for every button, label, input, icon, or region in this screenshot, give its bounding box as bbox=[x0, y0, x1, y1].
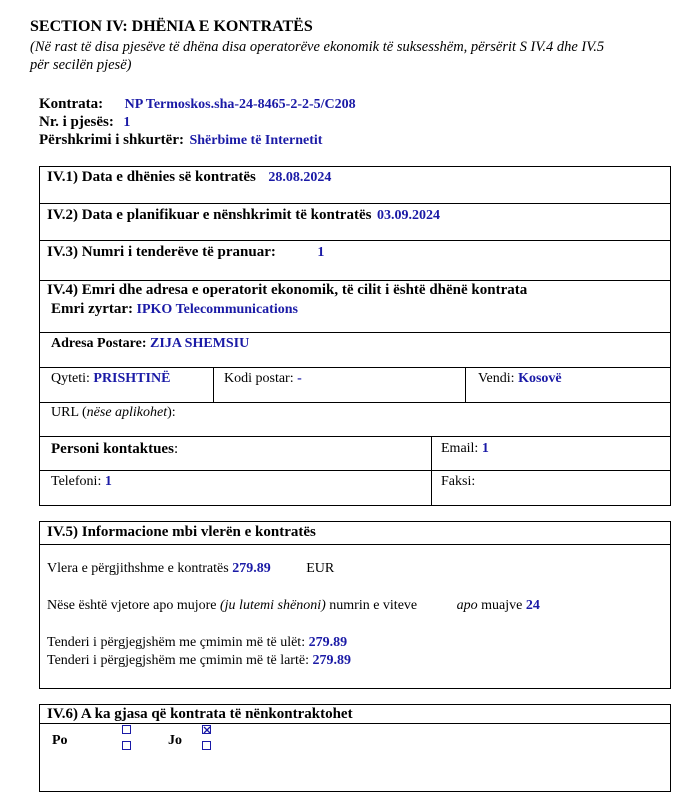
contract-row bbox=[39, 96, 356, 113]
city-label: Qyteti: bbox=[51, 371, 90, 386]
iv1-row bbox=[47, 169, 331, 186]
url-label-tail: ): bbox=[167, 405, 176, 420]
lowest-value: 279.89 bbox=[308, 635, 348, 650]
total-value: 279.89 bbox=[232, 561, 271, 576]
fax-cell bbox=[441, 474, 475, 490]
section-note-line2: për secilën pjesë) bbox=[30, 57, 132, 73]
iv2-row bbox=[47, 207, 440, 224]
address-label: Adresa Postare: bbox=[51, 336, 147, 351]
total-label: Vlera e përgjithshme e kontratës bbox=[47, 561, 229, 576]
url-label-italic: nëse aplikohet bbox=[86, 405, 168, 420]
city-value: PRISHTINË bbox=[93, 371, 171, 386]
check-x-icon bbox=[203, 726, 212, 735]
part-row bbox=[39, 114, 130, 131]
yes-checkbox[interactable] bbox=[122, 741, 131, 750]
currency: EUR bbox=[306, 561, 335, 576]
phone-label: Telefoni: bbox=[51, 474, 102, 489]
contact-colon: : bbox=[173, 441, 179, 457]
lowest-row bbox=[47, 635, 347, 651]
contact-label: Personi kontaktues bbox=[51, 441, 174, 457]
city-cell bbox=[51, 371, 170, 387]
fax-label: Faksi: bbox=[441, 474, 476, 489]
iv1-value: 28.08.2024 bbox=[268, 170, 332, 185]
email-value: 1 bbox=[481, 441, 489, 456]
official-name-row bbox=[51, 301, 298, 318]
no-label: Jo bbox=[168, 733, 182, 748]
duration-pre: Nëse është vjetore apo mujore bbox=[47, 598, 217, 613]
iv3-label: IV.3) Numri i tenderëve të pranuar: bbox=[47, 244, 276, 260]
part-label: Nr. i pjesës: bbox=[39, 114, 114, 130]
section-note-line1: (Në rast të disa pjesëve të dhëna disa operatorëve ekonomik të suksesshëm, përsërit S IV.4 dhe IV.5 bbox=[30, 39, 605, 55]
postal-cell bbox=[224, 371, 302, 387]
postal-label: Kodi postar: bbox=[224, 371, 294, 386]
email-label: Email: bbox=[441, 441, 479, 456]
description-row bbox=[39, 132, 322, 149]
description-value: Shërbime të Internetit bbox=[189, 133, 323, 148]
iv6-label: IV.6) A ka gjasa që kontrata të nënkontraktohet bbox=[47, 706, 353, 722]
highest-label: Tenderi i përgjegjshëm me çmimin më të lartë: bbox=[47, 653, 309, 668]
yes-checkbox-top[interactable] bbox=[122, 725, 131, 734]
phone-cell bbox=[51, 474, 112, 490]
iv5-label: IV.5) Informacione mbi vlerën e kontratës bbox=[47, 524, 316, 540]
url-row bbox=[51, 405, 176, 421]
lowest-label: Tenderi i përgjegjshëm me çmimin më të ulët: bbox=[47, 635, 306, 650]
duration-italic: (ju lutemi shënoni) bbox=[220, 598, 326, 613]
address-row bbox=[51, 336, 249, 352]
phone-value: 1 bbox=[104, 474, 112, 489]
country-value: Kosovë bbox=[518, 371, 562, 386]
highest-value: 279.89 bbox=[312, 653, 351, 668]
country-cell bbox=[478, 371, 562, 387]
months-label: muajve bbox=[481, 598, 523, 613]
section-title: SECTION IV: DHËNIA E KONTRATËS bbox=[30, 18, 313, 35]
contact-row bbox=[51, 441, 178, 458]
iv3-value: 1 bbox=[317, 245, 325, 260]
months-value: 24 bbox=[525, 598, 540, 613]
no-checkbox[interactable] bbox=[202, 741, 211, 750]
iv1-label: IV.1) Data e dhënies së kontratës bbox=[47, 169, 256, 185]
official-name-value: IPKO Telecommunications bbox=[136, 302, 298, 317]
duration-or: apo bbox=[456, 598, 478, 613]
iv3-row bbox=[47, 244, 324, 261]
address-value: ZIJA SHEMSIU bbox=[150, 336, 250, 351]
total-value-row bbox=[47, 561, 334, 577]
country-label: Vendi: bbox=[478, 371, 515, 386]
contract-label: Kontrata: bbox=[39, 96, 104, 112]
contract-value: NP Termoskos.sha-24-8465-2-2-5/C208 bbox=[124, 97, 356, 112]
duration-post: numrin e viteve bbox=[329, 598, 418, 613]
part-value: 1 bbox=[123, 115, 131, 130]
duration-row bbox=[47, 598, 540, 614]
url-label: URL ( bbox=[51, 405, 87, 420]
yes-label: Po bbox=[52, 733, 68, 748]
official-name-label: Emri zyrtar: bbox=[51, 301, 134, 317]
description-label: Përshkrimi i shkurtër: bbox=[39, 132, 184, 148]
iv2-label: IV.2) Data e planifikuar e nënshkrimit të kontratës bbox=[47, 207, 372, 223]
email-cell bbox=[441, 441, 489, 457]
postal-value: - bbox=[297, 371, 302, 386]
no-checkbox-checked[interactable] bbox=[202, 725, 211, 734]
iv2-value: 03.09.2024 bbox=[376, 208, 440, 223]
highest-row bbox=[47, 653, 351, 669]
iv4-label: IV.4) Emri dhe adresa e operatorit ekonomik, të cilit i është dhënë kontrata bbox=[47, 282, 528, 298]
